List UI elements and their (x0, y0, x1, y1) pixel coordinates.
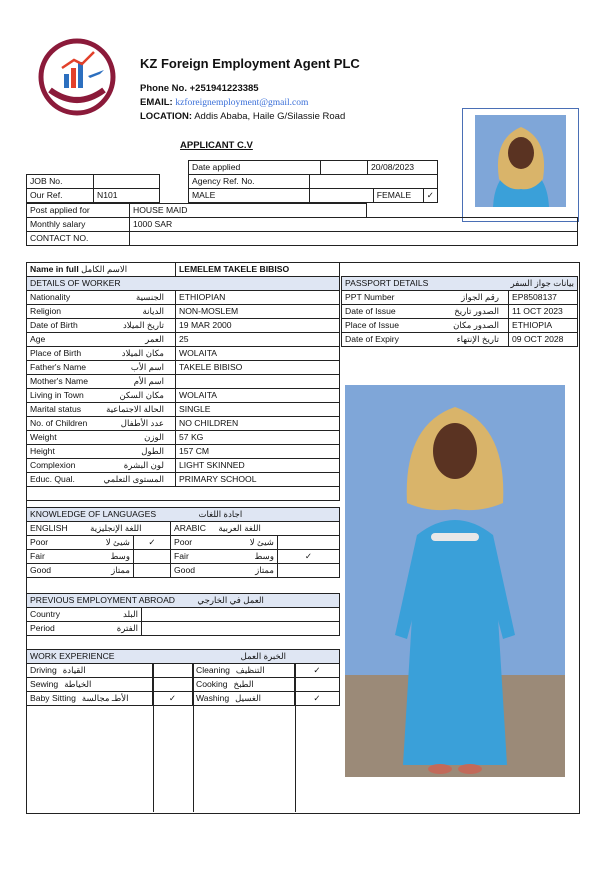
passport-label-ar: الصدور مكان (453, 320, 499, 330)
work-skill-check (295, 678, 340, 692)
language-row (27, 536, 340, 550)
detail-label-cell (27, 389, 176, 403)
salary-label: Monthly salary (27, 218, 130, 232)
detail-value: NO CHILDREN (176, 417, 340, 431)
job-no-label: JOB No. (27, 175, 94, 189)
work-skill-check (153, 664, 193, 678)
detail-row (27, 431, 340, 445)
detail-label-ar: الحالة الاجتماعية (106, 404, 164, 414)
detail-label-cell (27, 375, 176, 389)
english-label-ar: اللغة الإنجليزية (90, 523, 142, 533)
passport-label: PPT Number (345, 292, 395, 302)
post-value: HOUSE MAID (130, 204, 367, 218)
our-ref-label: Our Ref. (27, 189, 94, 203)
male-check (309, 189, 373, 203)
passport-label-cell (342, 319, 509, 333)
work-right-cell (193, 678, 295, 692)
detail-label-cell (27, 459, 176, 473)
detail-label-cell (27, 291, 176, 305)
work-row (27, 678, 340, 692)
passport-label-cell (342, 333, 509, 347)
english-check (134, 550, 171, 564)
passport-row (342, 333, 578, 347)
detail-label: No. of Children (30, 418, 88, 428)
phone-label: Phone No. (140, 83, 187, 94)
english-level: Good (30, 565, 52, 575)
detail-label: Mother's Name (30, 376, 88, 386)
work-divider-1 (193, 664, 194, 812)
job-no-value (94, 175, 160, 189)
previous-header: PREVIOUS EMPLOYMENT ABROAD (30, 595, 176, 605)
male-label: MALE (189, 189, 310, 203)
detail-label-ar: الجنسية (135, 292, 164, 302)
work-skill-check: ✓ (153, 692, 193, 706)
detail-label-cell (27, 403, 176, 417)
work-skill-ar: القيادة (62, 665, 86, 675)
work-row (27, 692, 340, 706)
english-level: Poor (30, 537, 49, 547)
agency-ref-label: Agency Ref. No. (189, 175, 310, 189)
job-no-table (26, 174, 160, 203)
detail-row (27, 417, 340, 431)
arabic-check: ✓ (278, 550, 340, 564)
detail-label-ar: الديانة (142, 306, 164, 316)
detail-value: 19 MAR 2000 (176, 319, 340, 333)
detail-label-cell (27, 305, 176, 319)
post-label: Post applied for (27, 204, 130, 218)
detail-row (27, 305, 340, 319)
detail-label-ar: العمر (145, 334, 164, 344)
english-label: ENGLISH (30, 523, 68, 533)
details-blank-row (27, 487, 340, 501)
detail-value: 57 KG (176, 431, 340, 445)
passport-row (342, 319, 578, 333)
detail-label-cell (27, 431, 176, 445)
detail-row (27, 403, 340, 417)
arabic-level-cell (171, 536, 278, 550)
detail-label: Height (30, 446, 55, 456)
work-skill: Cleaning (196, 665, 230, 675)
detail-value: ETHIOPIAN (176, 291, 340, 305)
language-row (27, 550, 340, 564)
document-title: APPLICANT C.V (180, 140, 253, 151)
country-value (142, 608, 340, 622)
english-check (134, 564, 171, 578)
work-skill: Driving (30, 665, 57, 675)
detail-label-ar: لون البشرة (123, 460, 164, 470)
work-skill-ar: الخياطة (64, 679, 92, 689)
work-skill: Cooking (196, 679, 228, 689)
period-label: Period (30, 623, 55, 633)
detail-label-cell (27, 361, 176, 375)
work-right-cell (193, 692, 295, 706)
work-left-cell (27, 692, 153, 706)
arabic-level-cell (171, 550, 278, 564)
detail-value: LIGHT SKINNED (176, 459, 340, 473)
detail-value: 25 (176, 333, 340, 347)
detail-label: Age (30, 334, 46, 344)
previous-header-ar: العمل في الخارجي (197, 595, 264, 605)
detail-value: NON-MOSLEM (176, 305, 340, 319)
country-label-ar: البلد (123, 609, 138, 619)
detail-row (27, 445, 340, 459)
passport-label-ar: الصدور تاريخ (454, 306, 499, 316)
work-skill-check: ✓ (295, 692, 340, 706)
detail-label-cell (27, 319, 176, 333)
languages-table (26, 507, 340, 578)
agency-ref-value (309, 175, 437, 189)
work-skill-ar: الغسيل (235, 693, 262, 703)
location-label: LOCATION: (140, 111, 193, 122)
work-skill: Washing (196, 693, 230, 703)
country-label: Country (30, 609, 61, 619)
passport-label-cell (342, 291, 509, 305)
detail-label-ar: اسم الأم (133, 376, 164, 386)
english-level-cell (27, 550, 134, 564)
passport-label-ar: رقم الجواز (461, 292, 499, 302)
detail-label-ar: مكان الميلاد (121, 348, 164, 358)
post-table (26, 203, 578, 246)
detail-label-cell (27, 417, 176, 431)
detail-value: SINGLE (176, 403, 340, 417)
detail-label: Religion (30, 306, 62, 316)
period-value (142, 622, 340, 636)
previous-employment-table (26, 593, 340, 636)
detail-label: Marital status (30, 404, 82, 414)
detail-label-ar: اسم الأب (130, 362, 164, 372)
detail-value (176, 375, 340, 389)
worker-details-header: DETAILS OF WORKER (27, 277, 340, 291)
detail-label-cell (27, 333, 176, 347)
detail-label-ar: تاريخ الميلاد (122, 320, 164, 330)
arabic-level-cell (171, 564, 278, 578)
arabic-check (278, 536, 340, 550)
contact-block (140, 82, 345, 124)
arabic-level-ar: وسط (254, 551, 274, 561)
detail-row (27, 319, 340, 333)
arabic-level: Fair (174, 551, 189, 561)
work-row (27, 664, 340, 678)
passport-row (342, 305, 578, 319)
date-applied-table (188, 160, 438, 175)
detail-label-ar: الوزن (144, 432, 164, 442)
passport-header-ar: بيانات جواز السفر (510, 278, 574, 288)
detail-label-cell (27, 473, 176, 487)
email-label: EMAIL: (140, 97, 173, 108)
location-value: Addis Ababa, Haile G/Silassie Road (194, 111, 346, 122)
work-left-cell (27, 678, 153, 692)
detail-value: PRIMARY SCHOOL (176, 473, 340, 487)
detail-row (27, 389, 340, 403)
detail-row (27, 291, 340, 305)
company-logo (38, 38, 116, 116)
detail-label-cell (27, 347, 176, 361)
languages-header: KNOWLEDGE OF LANGUAGES (30, 509, 157, 519)
work-skill-ar: التنظيف (235, 665, 265, 675)
name-value: LEMELEM TAKELE BIBISO (179, 264, 290, 274)
detail-label: Date of Birth (30, 320, 78, 330)
arabic-label: ARABIC (174, 523, 206, 533)
company-name: KZ Foreign Employment Agent PLC (140, 56, 360, 71)
passport-table (341, 276, 578, 347)
passport-label: Date of Issue (345, 306, 396, 316)
passport-header: PASSPORT DETAILS (345, 278, 429, 288)
work-experience-table (26, 649, 340, 706)
detail-label-ar: الطول (141, 446, 164, 456)
work-skill-ar: الطبخ (233, 679, 254, 689)
detail-value: WOLAITA (176, 347, 340, 361)
passport-value: 11 OCT 2023 (509, 305, 578, 319)
work-skill: Sewing (30, 679, 59, 689)
detail-row (27, 459, 340, 473)
detail-label: Educ. Qual. (30, 474, 75, 484)
detail-label-ar: عدد الأطفال (120, 418, 164, 428)
detail-value: 157 CM (176, 445, 340, 459)
worker-details-table (26, 276, 340, 501)
arabic-level: Poor (174, 537, 193, 547)
detail-value: TAKELE BIBISO (176, 361, 340, 375)
period-label-ar: الفترة (116, 623, 138, 633)
date-applied-label: Date applied (189, 161, 321, 175)
detail-row (27, 375, 340, 389)
passport-row (342, 291, 578, 305)
contact-label: CONTACT NO. (27, 232, 130, 246)
passport-value: EP8508137 (509, 291, 578, 305)
english-level-cell (27, 536, 134, 550)
work-skill-ar: الأطـ مجالسة (81, 693, 129, 703)
name-table (26, 262, 340, 277)
name-label-ar: الاسم الكامل (81, 264, 128, 274)
work-skill-check: ✓ (295, 664, 340, 678)
english-level-ar: شيئ لا (105, 537, 130, 547)
detail-value: WOLAITA (176, 389, 340, 403)
work-skill-check (153, 678, 193, 692)
arabic-level: Good (174, 565, 196, 575)
contact-value (130, 232, 578, 246)
applicant-photo-full (345, 385, 565, 777)
english-level-cell (27, 564, 134, 578)
detail-label: Weight (30, 432, 57, 442)
salary-value: 1000 SAR (130, 218, 578, 232)
detail-row (27, 361, 340, 375)
language-row (27, 564, 340, 578)
female-check: ✓ (423, 189, 437, 203)
passport-label: Place of Issue (345, 320, 399, 330)
work-divider-3 (153, 664, 154, 812)
passport-value: 09 OCT 2028 (509, 333, 578, 347)
arabic-level-ar: شيئ لا (249, 537, 274, 547)
detail-label-ar: المستوى التعلمي (103, 474, 164, 484)
detail-label: Complexion (30, 460, 76, 470)
date-applied-value: 20/08/2023 (368, 161, 438, 175)
passport-label-ar: تاريخ الإنتهاء (456, 334, 499, 344)
work-skill: Baby Sitting (30, 693, 76, 703)
detail-row (27, 473, 340, 487)
passport-label-cell (342, 305, 509, 319)
english-level-ar: ممتاز (111, 565, 130, 575)
work-right-cell (193, 664, 295, 678)
detail-label-ar: مكان السكن (119, 390, 164, 400)
detail-label: Place of Birth (30, 348, 82, 358)
passport-value: ETHIOPIA (509, 319, 578, 333)
english-level-ar: وسط (110, 551, 130, 561)
agency-gender-table (188, 174, 438, 203)
our-ref-value: N101 (94, 189, 160, 203)
arabic-level-ar: ممتاز (255, 565, 274, 575)
english-level: Fair (30, 551, 45, 561)
detail-label: Nationality (30, 292, 71, 302)
work-header-ar: الخبرة العمل (240, 651, 286, 661)
detail-row (27, 333, 340, 347)
detail-label-cell (27, 445, 176, 459)
detail-row (27, 347, 340, 361)
arabic-label-ar: اللغة العربية (218, 523, 261, 533)
female-label: FEMALE (373, 189, 423, 203)
date-applied-blank (321, 161, 368, 175)
work-divider-2 (295, 664, 296, 812)
english-check: ✓ (134, 536, 171, 550)
detail-label: Father's Name (30, 362, 87, 372)
name-label: Name in full (30, 264, 79, 274)
arabic-check (278, 564, 340, 578)
detail-label: Living in Town (30, 390, 84, 400)
work-header: WORK EXPERIENCE (30, 651, 115, 661)
email-link[interactable]: kzforeignemployment@gmail.com (175, 98, 309, 108)
languages-header-ar: اجادة اللغات (198, 509, 243, 519)
passport-label: Date of Expiry (345, 334, 399, 344)
work-left-cell (27, 664, 153, 678)
phone-number: +251941223385 (189, 83, 259, 94)
